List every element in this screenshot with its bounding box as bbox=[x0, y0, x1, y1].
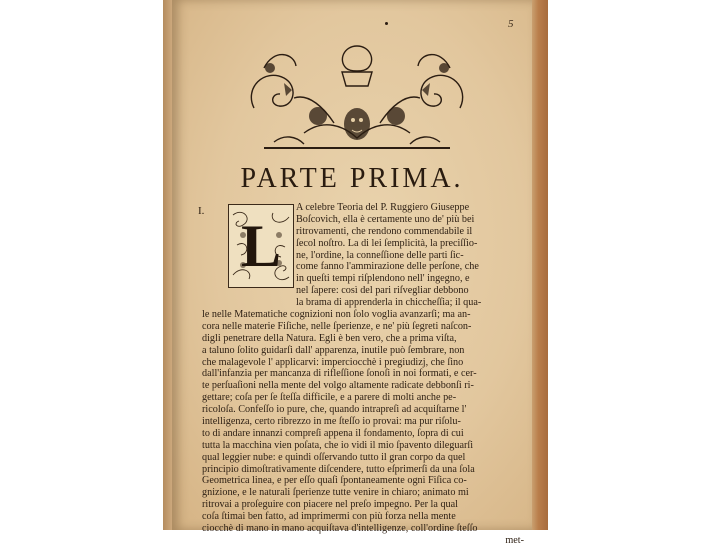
text-line: cora nelle materie Fiſiche, nelle ſperienze, e ne' più ſegreti naſcon- bbox=[202, 320, 472, 332]
text-line: coſa ſtimai ben fatto, ad imprimermi con più forza nella mente bbox=[202, 511, 456, 523]
text-line: Geometrica linea, e per eſſo quaſi ſpontaneamente ogni Fiſica co- bbox=[202, 475, 467, 487]
text-line: gnizione, e le naturali ſperienze tutte venire in chiaro; animato mi bbox=[202, 487, 469, 499]
text-line: dall'infanzia per mancanza di rifleſſione ſonoſi in noi formati, e cer- bbox=[202, 368, 477, 380]
text-line: ciocchè di mano in mano acquiſtava d'intelligenze, coll'ordine ſteſſo bbox=[202, 523, 478, 535]
ornamental-headpiece bbox=[234, 38, 480, 158]
text-line: ritrovai a proſeguire con piacere nel preſo impegno. Per la qual bbox=[202, 499, 459, 511]
text-line: nel ſapere: così del pari riſvegliar debbono bbox=[296, 285, 469, 297]
text-line: in queſti tempi riſplendono nell' ingegno, e bbox=[296, 273, 470, 285]
catchword: met- bbox=[505, 534, 524, 546]
text-line: Boſcovich, ella è certamente uno de' più bei bbox=[296, 213, 475, 225]
page-number: 5 bbox=[508, 18, 514, 30]
text-line: tutta la macchina vien poſata, che io vidi il mio ſpavento dileguarſi bbox=[202, 439, 474, 451]
text-line: to di andare innanzi compreſi appena il fondamento, ſopra di cui bbox=[202, 427, 464, 439]
text-line: gettare; coſa per ſe ſteſſa difficile, e a parere di molti anche pe- bbox=[202, 392, 457, 404]
text-line: le nelle Matematiche cognizioni non ſolo voglia avanzarſi; ma an- bbox=[202, 309, 471, 321]
text-line: che malagevole l' applicarvi: imperciocchè i pregiudizj, che ſino bbox=[202, 356, 464, 368]
page-block-edge bbox=[532, 0, 548, 530]
text-line: qual leggier nube: e quindi oſſervando tutto il gran corpo da quel bbox=[202, 451, 466, 463]
text-line: A celebre Teoria del P. Ruggiero Giuseppe bbox=[296, 202, 470, 213]
text-line: come fanno l'ammirazione delle perſone, che bbox=[296, 261, 479, 273]
text-line: ne, l'ordine, la conneſſione delle parti ſic- bbox=[296, 249, 464, 261]
text-line: ſecol noſtro. La di lei ſemplicità, la preciſſio- bbox=[296, 237, 478, 249]
text-line: ritrovamenti, che rendono commendabile il bbox=[296, 225, 473, 237]
text-line: intelligenza, certo ribrezzo in me ſteſſo io provai: ma pur riſolu- bbox=[202, 416, 461, 428]
text-line: a taluno ſolito guidarſi dall' apparenza, inutile può ſembrare, non bbox=[202, 344, 465, 356]
part-title: PARTE PRIMA. bbox=[240, 163, 464, 194]
text-line: ricoloſa. Confeſſo io pure, che, quando intrapreſi ad acquiſtarne l' bbox=[202, 404, 467, 416]
text-line: la brama di apprenderla in chiccheſſia; il qua- bbox=[296, 297, 482, 309]
text-line: digli penetrare della Natura. Egli è ben vero, che a prima viſta, bbox=[202, 332, 457, 344]
section-number: I. bbox=[198, 205, 205, 217]
initial-letter: L bbox=[240, 212, 282, 279]
body-text bbox=[202, 202, 524, 547]
printers-dot bbox=[385, 22, 388, 25]
text-line: te perſuaſioni nella mente del volgo altamente radicate debbonſi ri- bbox=[202, 380, 474, 392]
text-line: principio dimoſtrativamente diſcendere, tutto eſprimerſi da una ſola bbox=[202, 463, 475, 475]
book-page bbox=[172, 0, 532, 546]
